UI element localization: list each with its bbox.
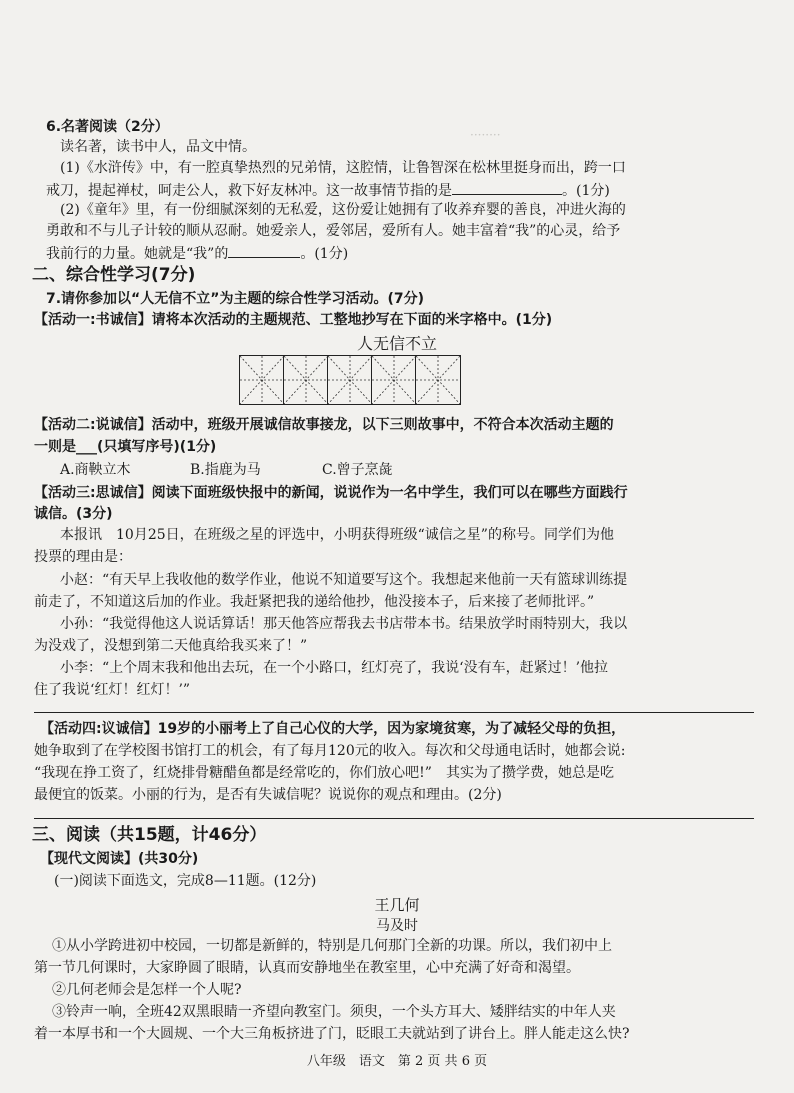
activity-2-line1: 【活动二:说诚信】活动中，班级开展诚信故事接龙，以下三则故事中，不符合本次活动主题的 bbox=[34, 417, 614, 433]
q6-part2-score: 。(1分) bbox=[300, 246, 349, 262]
option-a: A.商鞅立木 bbox=[60, 462, 131, 478]
activity-4-line1: 【活动四:议诚信】19岁的小丽考上了自己心仪的大学，因为家境贫寒，为了减轻父母的负担， bbox=[40, 721, 626, 737]
modern-reading-heading: 【现代文阅读】(共30分) bbox=[40, 851, 199, 867]
q6-part2-line2: 勇敢和不与儿子计较的顺从忍耐。她爱亲人，爱邻居，爱所有人。她丰富着“我”的心灵，给予 bbox=[46, 223, 621, 239]
grid-cell[interactable] bbox=[240, 356, 284, 404]
q6-part1-line1: (1)《水浒传》中，有一腔真挚热烈的兄弟情，这腔情，让鲁智深在松林里挺身而出，跨一口 bbox=[60, 160, 626, 176]
activity-3-line2: 诚信。(3分) bbox=[34, 506, 113, 522]
q6-intro: 读名著，读书中人，品文中情。 bbox=[60, 139, 256, 155]
sun-line2: 为没戏了，没想到第二天他真给我买来了！” bbox=[34, 638, 308, 654]
paragraph-1-line1: ①从小学跨进初中校园，一切都是新鲜的，特别是几何那门全新的功课。所以，我们初中上 bbox=[52, 938, 612, 954]
zhao-line1: 小赵：“有天早上我收他的数学作业，他说不知道要写这个。我想起来他前一天有篮球训练提 bbox=[60, 572, 628, 588]
news-line2: 投票的理由是： bbox=[34, 549, 132, 565]
grid-cell[interactable] bbox=[372, 356, 416, 404]
activity-4-line3: “我现在挣工资了，红烧排骨糖醋鱼都是经常吃的，你们放心吧!” 其实为了攒学费，她总是吃 bbox=[34, 765, 614, 781]
grid-cell[interactable] bbox=[416, 356, 460, 404]
paragraph-2: ②几何老师会是怎样一个人呢? bbox=[52, 982, 242, 998]
zhao-line2: 前走了，不知道这后加的作业。我赶紧把我的递给他抄，他没接本子，后来接了老师批评。” bbox=[34, 594, 595, 610]
paragraph-3-line1: ③铃声一响，全班42双黑眼睛一齐望向教室门。须臾，一个头方耳大、矮胖结实的中年人夹 bbox=[52, 1004, 616, 1020]
answer-blank-2[interactable] bbox=[228, 243, 300, 258]
passage-1-instruction: (一)阅读下面选文，完成8—11题。(12分) bbox=[54, 873, 317, 889]
motto-text: 人无信不立 bbox=[356, 334, 437, 353]
mi-character-grid[interactable] bbox=[239, 355, 461, 405]
activity-1: 【活动一:书诚信】请将本次活动的主题规范、工整地抄写在下面的米字格中。(1分) bbox=[34, 312, 553, 328]
bleed-through-text: ········ bbox=[470, 128, 501, 142]
paragraph-1-line2: 第一节几何课时，大家睁圆了眼睛，认真而安静地坐在教室里，心中充满了好奇和渴望。 bbox=[34, 960, 580, 976]
page-footer: 八年级 语文 第 2 页 共 6 页 bbox=[306, 1054, 488, 1069]
answer-blank-1[interactable] bbox=[452, 180, 562, 195]
activity-4-line2: 她争取到了在学校图书馆打工的机会，有了每月120元的收入。每次和父母通电话时，她都会说: bbox=[34, 743, 626, 759]
option-b: B.指鹿为马 bbox=[190, 462, 261, 478]
article-title: 王几何 bbox=[374, 896, 420, 914]
activity-4-line4: 最便宜的饭菜。小丽的行为，是否有失诚信呢？说说你的观点和理由。(2分) bbox=[34, 787, 502, 803]
section-2-title: 二、综合性学习(7分) bbox=[32, 265, 196, 285]
q6-part1-line2 bbox=[46, 180, 610, 200]
grid-cell[interactable] bbox=[328, 356, 372, 404]
article-author: 马及时 bbox=[376, 918, 418, 934]
sun-line1: 小孙：“我觉得他这人说话算话！那天他答应帮我去书店带本书。结果放学时雨特别大，我以 bbox=[60, 616, 628, 632]
option-c: C.曾子烹彘 bbox=[322, 462, 393, 478]
grid-cell[interactable] bbox=[284, 356, 328, 404]
li-line1: 小李：“上个周末我和他出去玩，在一个小路口，红灯亮了，我说‘没有车，赶紧过！’他拉 bbox=[60, 660, 609, 676]
q6-part2-line1: (2)《童年》里，有一份细腻深刻的无私爱，这份爱让她拥有了收养弃婴的善良，冲进火海的 bbox=[60, 202, 626, 218]
q6-part1-score: 。(1分) bbox=[562, 183, 610, 199]
divider-line bbox=[34, 712, 754, 713]
li-line2: 住了我说‘红灯！红灯！’” bbox=[34, 682, 191, 698]
q6-part1-text: 戒刀，提起禅杖，呵走公人，救下好友林冲。这一故事情节指的是 bbox=[46, 183, 452, 199]
paragraph-3-line2: 着一本厚书和一个大圆规、一个大三角板挤进了门，眨眼工夫就站到了讲台上。胖人能走这么快? bbox=[34, 1026, 630, 1042]
q6-part2-line3 bbox=[46, 243, 348, 263]
divider-line bbox=[34, 818, 754, 819]
q7-prompt: 7.请你参加以“人无信不立”为主题的综合性学习活动。(7分) bbox=[46, 291, 424, 307]
activity-3-line1: 【活动三:思诚信】阅读下面班级快报中的新闻，说说作为一名中学生，我们可以在哪些方面践行 bbox=[34, 485, 628, 501]
news-line1: 本报讯 10月25日，在班级之星的评选中，小明获得班级“诚信之星”的称号。同学们为他 bbox=[60, 527, 614, 543]
section-3-title: 三、阅读（共15题，计46分） bbox=[32, 825, 267, 845]
activity-2-line2: 一则是___(只填写序号)(1分) bbox=[34, 439, 217, 455]
q6-part2-text: 我前行的力量。她就是“我”的 bbox=[46, 246, 229, 262]
q6-title: 6.名著阅读（2分） bbox=[46, 119, 169, 135]
